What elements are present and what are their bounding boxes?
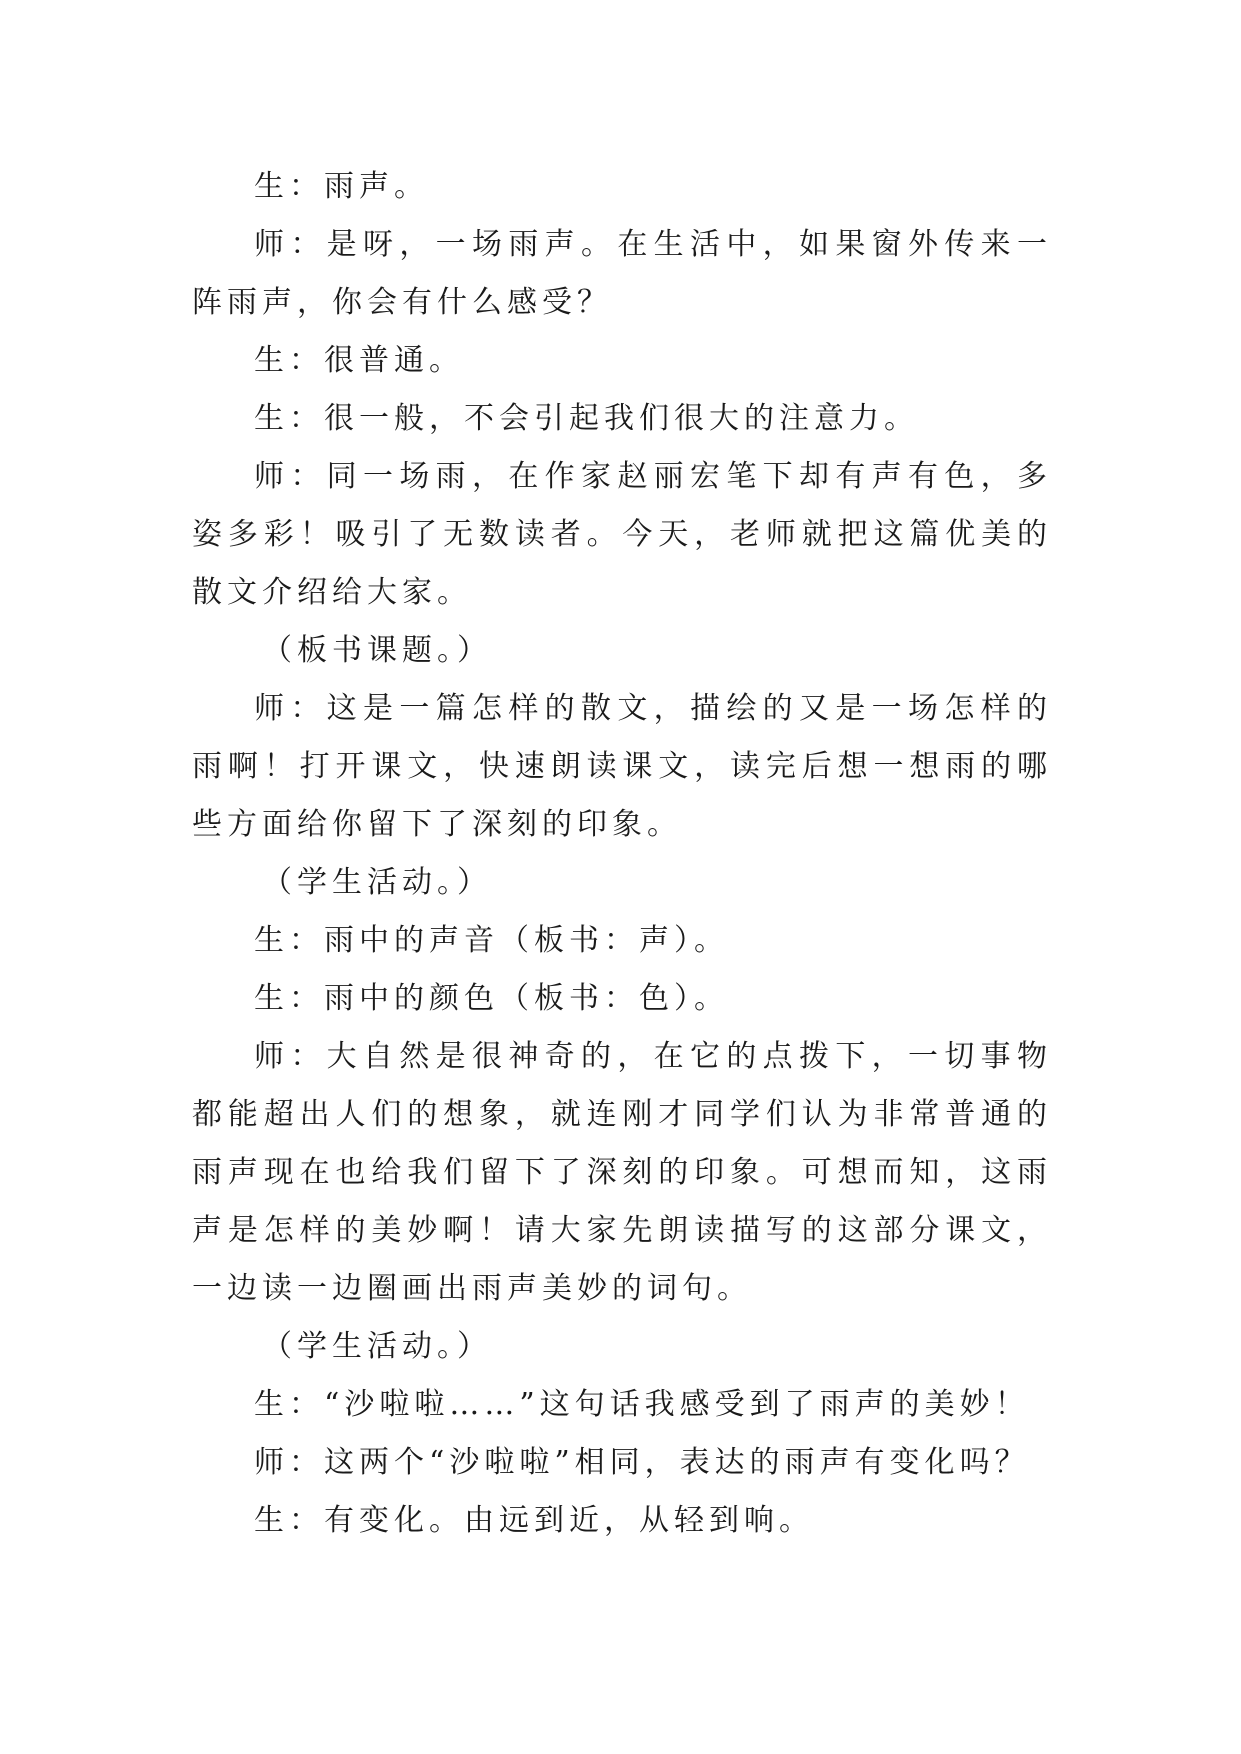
dialogue-line: 生：雨中的声音（板书：声）。 bbox=[254, 923, 729, 958]
dialogue-line: 生：很普通。 bbox=[254, 343, 464, 378]
stage-note: （板书课题。） bbox=[262, 633, 492, 668]
stage-note: （学生活动。） bbox=[262, 1329, 492, 1364]
dialogue-line: 生：“沙啦啦……”这句话我感受到了雨声的美妙！ bbox=[254, 1387, 1030, 1422]
dialogue-line: 生：雨声。 bbox=[254, 169, 429, 204]
dialogue-line: 生：雨中的颜色（板书：色）。 bbox=[254, 981, 729, 1016]
stage-note: （学生活动。） bbox=[262, 865, 492, 900]
dialogue-line: 师：大自然是很神奇的，在它的点拨下，一切事物都能超出人们的想象，就连刚才同学们认为非常普通的雨声现在也给我们留下了深刻的印象。可想而知，这雨声是怎样的美妙啊！请大家先朗读描写的这部分课文，一边读一边圈画出雨声美妙的词句。 bbox=[192, 1039, 1052, 1306]
dialogue-line: 师：这是一篇怎样的散文，描绘的又是一场怎样的雨啊！打开课文，快速朗读课文，读完后想一想雨的哪些方面给你留下了深刻的印象。 bbox=[192, 691, 1052, 842]
dialogue-line: 师：是呀，一场雨声。在生活中，如果窗外传来一阵雨声，你会有什么感受？ bbox=[192, 227, 1052, 320]
dialogue-line: 生：很一般，不会引起我们很大的注意力。 bbox=[254, 401, 919, 436]
dialogue-line: 生：有变化。由远到近，从轻到响。 bbox=[254, 1503, 814, 1538]
lesson-transcript bbox=[192, 158, 1052, 1550]
dialogue-line: 师：同一场雨，在作家赵丽宏笔下却有声有色，多姿多彩！吸引了无数读者。今天，老师就把这篇优美的散文介绍给大家。 bbox=[192, 459, 1052, 610]
dialogue-line: 师：这两个“沙啦啦”相同，表达的雨声有变化吗？ bbox=[254, 1445, 1030, 1480]
